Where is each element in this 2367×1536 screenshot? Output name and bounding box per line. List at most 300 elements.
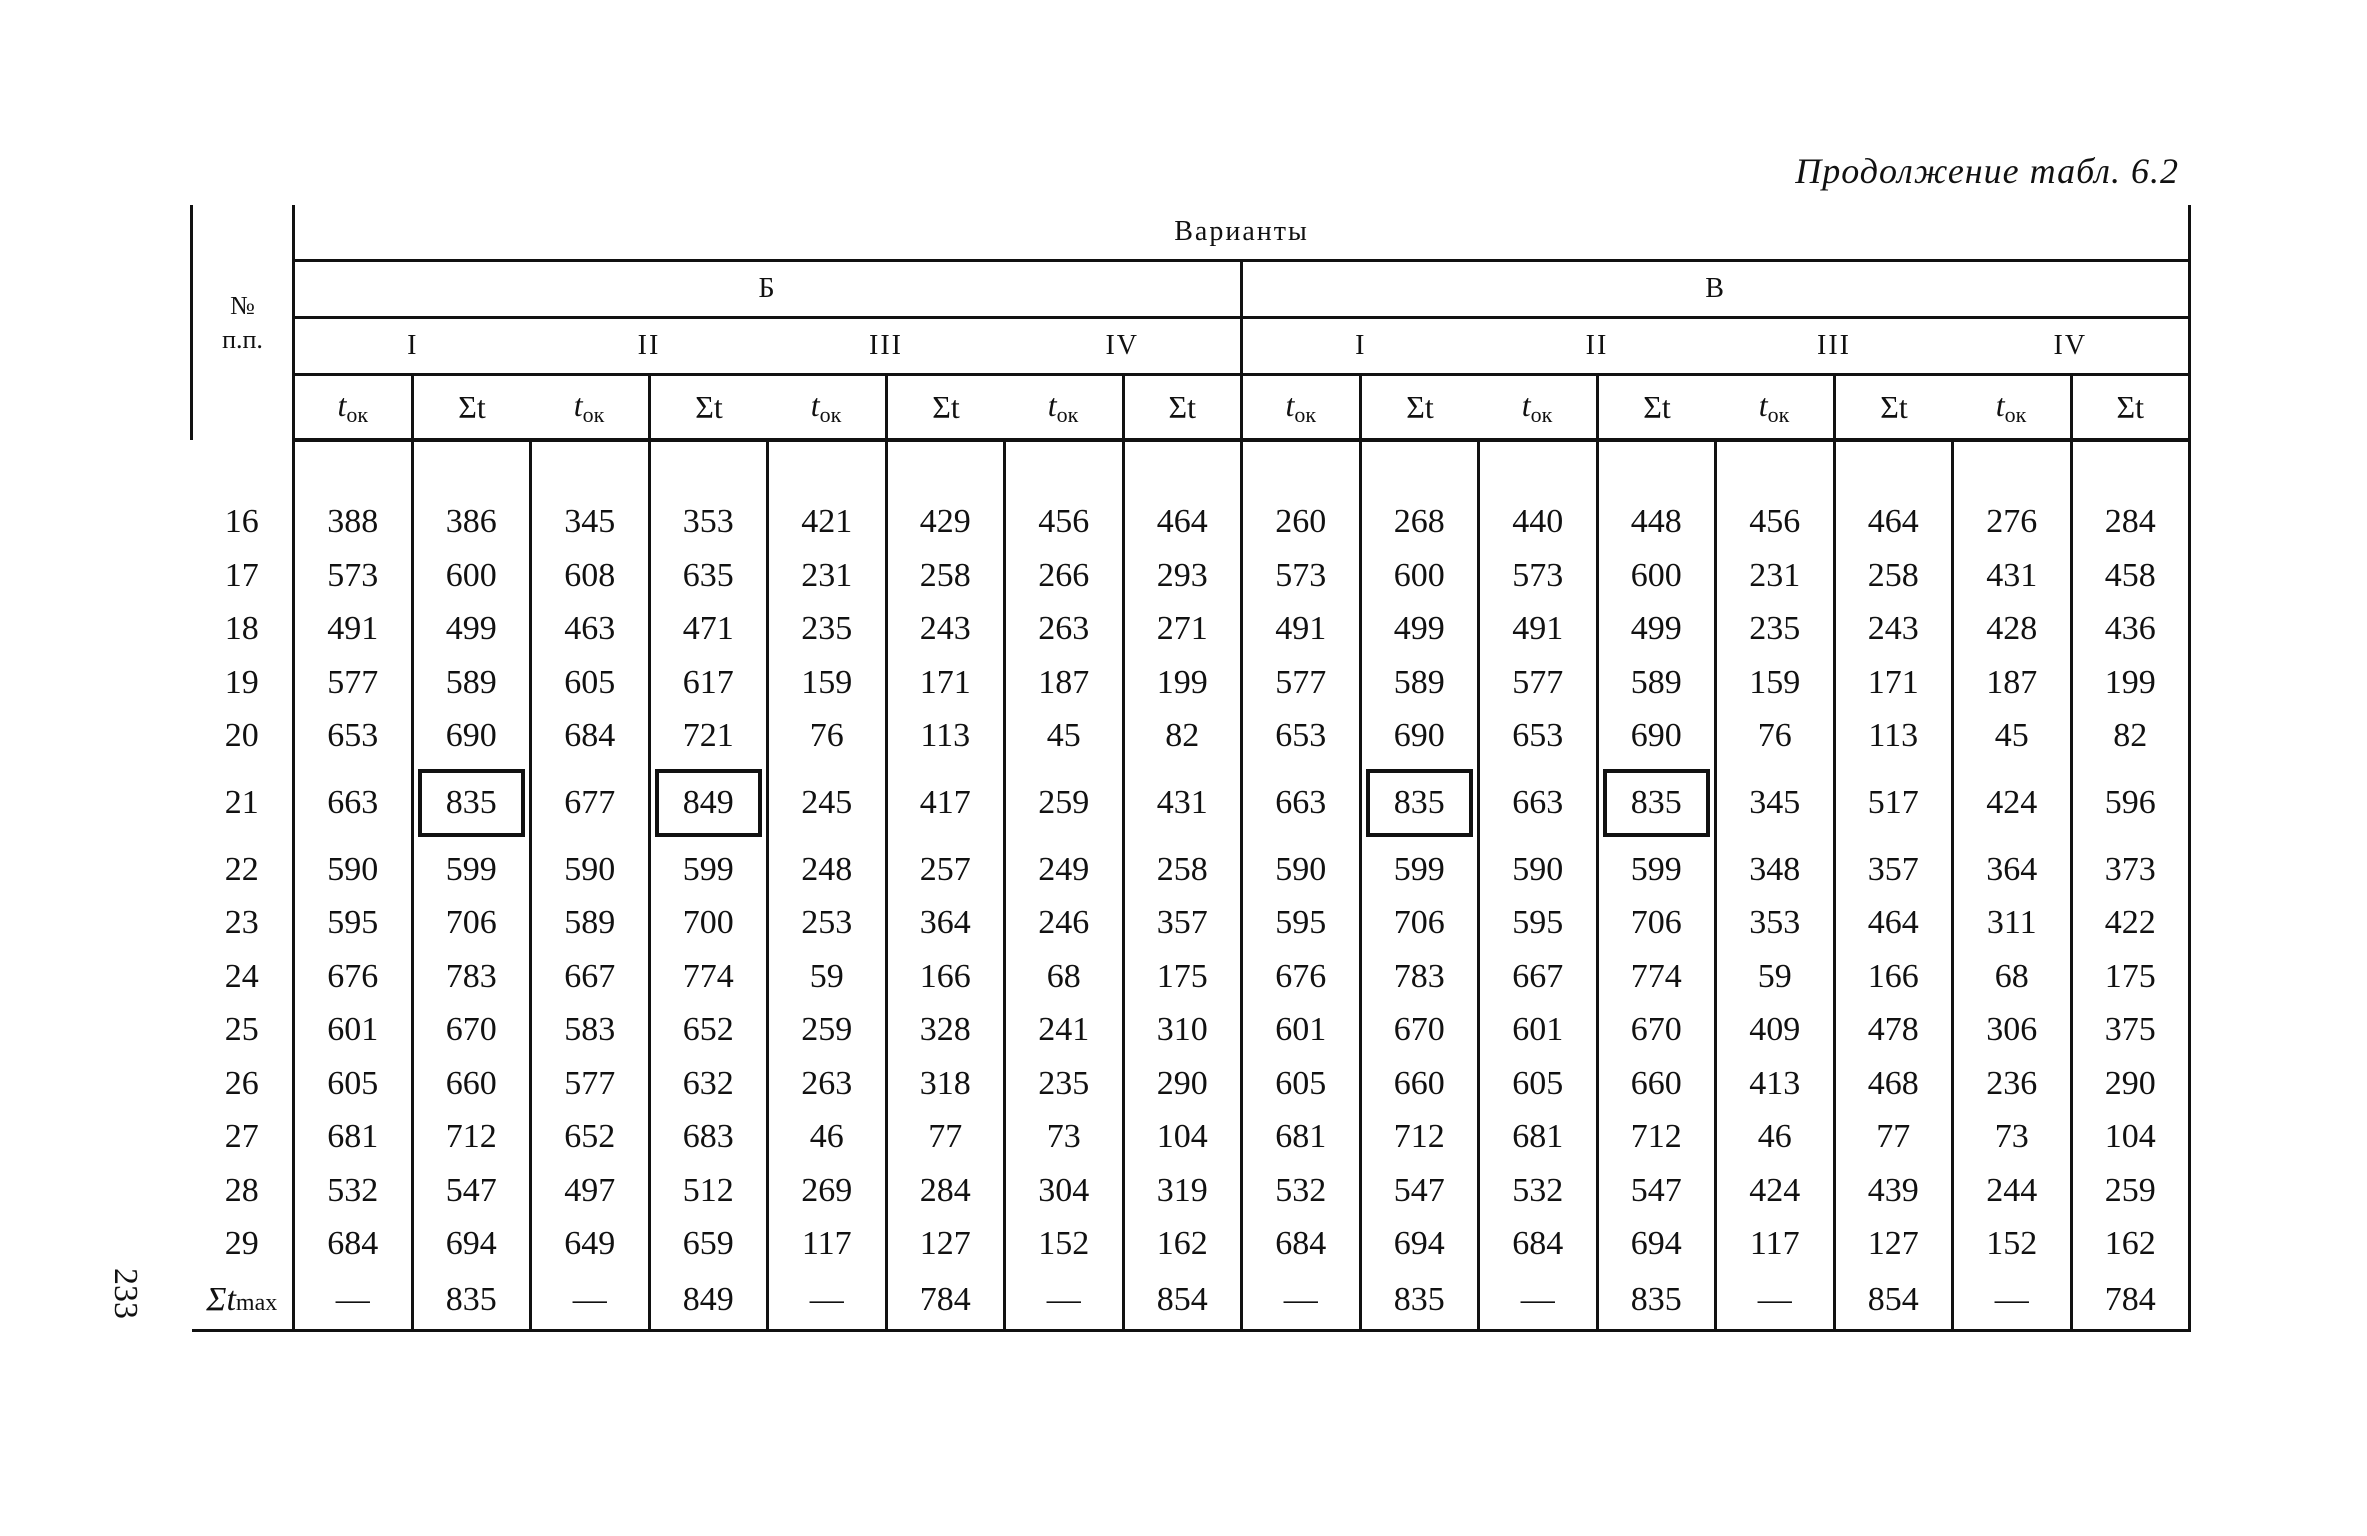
table-cell: 677 bbox=[531, 763, 650, 843]
table-cell: 319 bbox=[1123, 1164, 1242, 1218]
table-cell: 599 bbox=[412, 843, 531, 897]
table-cell: 269 bbox=[768, 1164, 887, 1218]
table-cell: 429 bbox=[886, 496, 1005, 550]
sum-max-row bbox=[192, 1271, 2190, 1331]
table-cell: 284 bbox=[2071, 496, 2190, 550]
variant-header-v-1: I bbox=[1242, 318, 1479, 375]
col-header-t-symbol: t bbox=[1995, 386, 2005, 423]
table-cell: 660 bbox=[1360, 1057, 1479, 1111]
table-cell: 596 bbox=[2071, 763, 2190, 843]
table-cell: 353 bbox=[1716, 897, 1835, 951]
table-cell: 353 bbox=[649, 496, 768, 550]
table-cell: 306 bbox=[1953, 1004, 2072, 1058]
table-cell: 77 bbox=[1834, 1111, 1953, 1165]
table-cell: 422 bbox=[2071, 897, 2190, 951]
table-cell: 590 bbox=[294, 843, 413, 897]
table-cell: 694 bbox=[1597, 1218, 1716, 1272]
table-cell: 463 bbox=[531, 603, 650, 657]
table-cell: 706 bbox=[1597, 897, 1716, 951]
group-header-b: Б bbox=[294, 261, 1242, 318]
table-cell: 253 bbox=[768, 897, 887, 951]
variant-header-b-4: IV bbox=[1005, 318, 1242, 375]
table-cell: 245 bbox=[768, 763, 887, 843]
table-cell: 849 bbox=[649, 763, 768, 843]
table-cell: 68 bbox=[1005, 950, 1124, 1004]
table-cell: 241 bbox=[1005, 1004, 1124, 1058]
table-row bbox=[192, 656, 2190, 710]
table-row bbox=[192, 897, 2190, 951]
table-cell: 499 bbox=[1597, 603, 1716, 657]
table-cell: 258 bbox=[1834, 549, 1953, 603]
row-number: 29 bbox=[224, 1225, 259, 1263]
table-row bbox=[192, 1218, 2190, 1272]
variant-header-v-2: II bbox=[1479, 318, 1716, 375]
table-cell: 478 bbox=[1834, 1004, 1953, 1058]
table-cell: 364 bbox=[1953, 843, 2072, 897]
header-spacer-row bbox=[192, 440, 2190, 496]
table-cell: 605 bbox=[1242, 1057, 1361, 1111]
table-cell: 328 bbox=[886, 1004, 1005, 1058]
data-table bbox=[190, 205, 2191, 1332]
sum-max-label bbox=[192, 1271, 294, 1331]
table-header bbox=[192, 205, 2190, 440]
table-row bbox=[192, 1057, 2190, 1111]
table-cell: 595 bbox=[1479, 897, 1598, 951]
table-cell: 590 bbox=[1242, 843, 1361, 897]
table-cell: 82 bbox=[2071, 710, 2190, 764]
table-cell: 348 bbox=[1716, 843, 1835, 897]
table-row bbox=[192, 496, 2190, 550]
spacer-cell bbox=[294, 440, 413, 496]
page-number: 233 bbox=[107, 1268, 144, 1319]
sum-max-cell: — bbox=[531, 1271, 650, 1331]
table-cell: 690 bbox=[1360, 710, 1479, 764]
table-cell: 464 bbox=[1834, 496, 1953, 550]
table-cell: 413 bbox=[1716, 1057, 1835, 1111]
spacer-cell bbox=[1716, 440, 1835, 496]
col-header-sum-t bbox=[1834, 375, 1953, 441]
table-cell: 652 bbox=[531, 1111, 650, 1165]
table-cell: 117 bbox=[1716, 1218, 1835, 1272]
col-header-sum-label: Σt bbox=[1643, 388, 1671, 425]
table-cell: 663 bbox=[294, 763, 413, 843]
table-cell: 783 bbox=[1360, 950, 1479, 1004]
table-cell: 266 bbox=[1005, 549, 1124, 603]
table-cell: 260 bbox=[1242, 496, 1361, 550]
row-number: 16 bbox=[224, 503, 259, 541]
table-cell: 659 bbox=[649, 1218, 768, 1272]
table-cell: 573 bbox=[1479, 549, 1598, 603]
table-cell: 601 bbox=[1479, 1004, 1598, 1058]
table-cell: 649 bbox=[531, 1218, 650, 1272]
table-cell: 386 bbox=[412, 496, 531, 550]
table-cell: 589 bbox=[531, 897, 650, 951]
col-header-t-symbol: t bbox=[1047, 386, 1057, 423]
table-cell: 235 bbox=[1716, 603, 1835, 657]
table-body bbox=[192, 440, 2190, 1331]
sum-max-cell: — bbox=[768, 1271, 887, 1331]
sum-max-cell: 784 bbox=[886, 1271, 1005, 1331]
table-cell: 684 bbox=[531, 710, 650, 764]
row-number-header-label: № п.п. bbox=[222, 290, 263, 354]
table-cell: 458 bbox=[2071, 549, 2190, 603]
table-cell: 235 bbox=[1005, 1057, 1124, 1111]
group-header-v: В bbox=[1242, 261, 2190, 318]
table-cell: 113 bbox=[886, 710, 1005, 764]
row-number: 23 bbox=[224, 904, 259, 942]
table-cell: 440 bbox=[1479, 496, 1598, 550]
table-cell: 690 bbox=[412, 710, 531, 764]
sum-max-cell: — bbox=[1242, 1271, 1361, 1331]
col-header-t-subscript: ок bbox=[2004, 401, 2027, 427]
table-cell: 171 bbox=[886, 656, 1005, 710]
table-cell: 601 bbox=[1242, 1004, 1361, 1058]
table-cell: 589 bbox=[412, 656, 531, 710]
table-cell: 835 bbox=[1597, 763, 1716, 843]
table-cell: 667 bbox=[1479, 950, 1598, 1004]
table-cell: 290 bbox=[2071, 1057, 2190, 1111]
row-number: 19 bbox=[224, 663, 259, 701]
table-cell: 249 bbox=[1005, 843, 1124, 897]
table-cell: 431 bbox=[1123, 763, 1242, 843]
variant-header-v-3: III bbox=[1716, 318, 1953, 375]
table-cell: 660 bbox=[1597, 1057, 1716, 1111]
sum-max-cell: — bbox=[294, 1271, 413, 1331]
sum-max-cell: 835 bbox=[412, 1271, 531, 1331]
table-row bbox=[192, 549, 2190, 603]
table-cell: 175 bbox=[2071, 950, 2190, 1004]
table-cell: 175 bbox=[1123, 950, 1242, 1004]
table-cell: 577 bbox=[1479, 656, 1598, 710]
table-cell: 595 bbox=[294, 897, 413, 951]
table-row bbox=[192, 950, 2190, 1004]
col-header-t-symbol: t bbox=[573, 386, 583, 423]
table-caption: Продолжение табл. 6.2 bbox=[1795, 151, 2179, 191]
table-cell: 774 bbox=[649, 950, 768, 1004]
table-cell: 499 bbox=[1360, 603, 1479, 657]
col-header-sum-label: Σt bbox=[458, 388, 486, 425]
sum-max-cell: — bbox=[1005, 1271, 1124, 1331]
table-cell: 45 bbox=[1953, 710, 2072, 764]
row-number: 20 bbox=[224, 717, 259, 755]
col-header-t-ok bbox=[1479, 375, 1598, 441]
table-cell: 601 bbox=[294, 1004, 413, 1058]
table-cell: 248 bbox=[768, 843, 887, 897]
table-cell: 152 bbox=[1953, 1218, 2072, 1272]
table-cell: 663 bbox=[1242, 763, 1361, 843]
col-header-t-ok bbox=[1005, 375, 1124, 441]
sum-max-cell: — bbox=[1716, 1271, 1835, 1331]
table-cell: 577 bbox=[294, 656, 413, 710]
table-cell: 162 bbox=[2071, 1218, 2190, 1272]
col-header-t-subscript: ок bbox=[1530, 401, 1553, 427]
variant-header-b-2: II bbox=[531, 318, 768, 375]
table-cell: 532 bbox=[1242, 1164, 1361, 1218]
table-cell: 436 bbox=[2071, 603, 2190, 657]
table-cell: 76 bbox=[1716, 710, 1835, 764]
table-cell: 448 bbox=[1597, 496, 1716, 550]
table-cell: 431 bbox=[1953, 549, 2072, 603]
table-cell: 428 bbox=[1953, 603, 2072, 657]
table-cell: 573 bbox=[1242, 549, 1361, 603]
table-cell: 491 bbox=[1479, 603, 1598, 657]
spacer-cell bbox=[1005, 440, 1124, 496]
table-cell: 547 bbox=[1360, 1164, 1479, 1218]
table-cell: 276 bbox=[1953, 496, 2072, 550]
table-cell: 243 bbox=[1834, 603, 1953, 657]
table-cell: 187 bbox=[1005, 656, 1124, 710]
row-number: 27 bbox=[224, 1118, 259, 1156]
table-cell: 681 bbox=[1479, 1111, 1598, 1165]
table-cell: 464 bbox=[1123, 496, 1242, 550]
col-header-t-subscript: ок bbox=[1767, 401, 1790, 427]
table-cell: 835 bbox=[1360, 763, 1479, 843]
row-number: 22 bbox=[224, 850, 259, 888]
spacer-cell bbox=[412, 440, 531, 496]
table-cell: 310 bbox=[1123, 1004, 1242, 1058]
table-cell: 653 bbox=[1479, 710, 1598, 764]
table-cell: 424 bbox=[1953, 763, 2072, 843]
col-header-t-symbol: t bbox=[1758, 386, 1768, 423]
table-cell: 589 bbox=[1360, 656, 1479, 710]
table-cell: 676 bbox=[294, 950, 413, 1004]
table-cell: 712 bbox=[1360, 1111, 1479, 1165]
table-cell: 653 bbox=[294, 710, 413, 764]
variants-header: Варианты bbox=[294, 205, 2190, 261]
table-row bbox=[192, 1004, 2190, 1058]
spacer-cell bbox=[1242, 440, 1361, 496]
table-cell: 59 bbox=[1716, 950, 1835, 1004]
table-cell: 258 bbox=[1123, 843, 1242, 897]
table-cell: 599 bbox=[649, 843, 768, 897]
col-header-sum-t bbox=[886, 375, 1005, 441]
table-cell: 162 bbox=[1123, 1218, 1242, 1272]
table-cell: 491 bbox=[294, 603, 413, 657]
spacer-cell bbox=[649, 440, 768, 496]
table-cell: 104 bbox=[2071, 1111, 2190, 1165]
col-header-sum-label: Σt bbox=[1168, 388, 1196, 425]
table-cell: 694 bbox=[1360, 1218, 1479, 1272]
table-cell: 104 bbox=[1123, 1111, 1242, 1165]
table-cell: 421 bbox=[768, 496, 887, 550]
table-cell: 605 bbox=[1479, 1057, 1598, 1111]
table-cell: 694 bbox=[412, 1218, 531, 1272]
table-cell: 547 bbox=[412, 1164, 531, 1218]
table-cell: 244 bbox=[1953, 1164, 2072, 1218]
table-cell: 231 bbox=[1716, 549, 1835, 603]
table-cell: 590 bbox=[1479, 843, 1598, 897]
table-cell: 388 bbox=[294, 496, 413, 550]
sum-max-cell: 849 bbox=[649, 1271, 768, 1331]
spacer-cell bbox=[886, 440, 1005, 496]
col-header-t-ok bbox=[1716, 375, 1835, 441]
variant-header-v-4: IV bbox=[1953, 318, 2190, 375]
table-cell: 652 bbox=[649, 1004, 768, 1058]
spacer-cell bbox=[192, 440, 294, 496]
col-header-sum-t bbox=[2071, 375, 2190, 441]
sum-max-cell: — bbox=[1479, 1271, 1598, 1331]
spacer-cell bbox=[768, 440, 887, 496]
col-header-t-ok bbox=[531, 375, 650, 441]
col-header-sum-label: Σt bbox=[2116, 388, 2145, 425]
table-cell: 311 bbox=[1953, 897, 2072, 951]
table-cell: 68 bbox=[1953, 950, 2072, 1004]
table-cell: 59 bbox=[768, 950, 887, 1004]
table-cell: 375 bbox=[2071, 1004, 2190, 1058]
table-cell: 246 bbox=[1005, 897, 1124, 951]
table-cell: 590 bbox=[531, 843, 650, 897]
col-header-t-ok bbox=[294, 375, 413, 441]
col-header-sum-label: Σt bbox=[695, 388, 723, 425]
table-cell: 684 bbox=[1479, 1218, 1598, 1272]
table-cell: 357 bbox=[1123, 897, 1242, 951]
spacer-cell bbox=[1360, 440, 1479, 496]
col-header-sum-t bbox=[1360, 375, 1479, 441]
col-header-t-subscript: ок bbox=[582, 401, 605, 427]
spacer-cell bbox=[2071, 440, 2190, 496]
table-cell: 471 bbox=[649, 603, 768, 657]
table-cell: 712 bbox=[412, 1111, 531, 1165]
col-header-sum-t bbox=[1597, 375, 1716, 441]
table-cell: 236 bbox=[1953, 1057, 2072, 1111]
table-cell: 468 bbox=[1834, 1057, 1953, 1111]
sum-max-cell: 784 bbox=[2071, 1271, 2190, 1331]
table-cell: 456 bbox=[1005, 496, 1124, 550]
table-cell: 617 bbox=[649, 656, 768, 710]
col-header-sum-t bbox=[1123, 375, 1242, 441]
table-row bbox=[192, 603, 2190, 657]
table-row bbox=[192, 1111, 2190, 1165]
row-number: 26 bbox=[224, 1064, 259, 1102]
col-header-sum-label: Σt bbox=[1406, 388, 1434, 425]
table-cell: 318 bbox=[886, 1057, 1005, 1111]
table-cell: 127 bbox=[1834, 1218, 1953, 1272]
table-cell: 577 bbox=[1242, 656, 1361, 710]
col-header-t-symbol: t bbox=[337, 386, 347, 423]
table-cell: 600 bbox=[412, 549, 531, 603]
table-cell: 113 bbox=[1834, 710, 1953, 764]
row-number: 25 bbox=[224, 1011, 259, 1049]
table-cell: 683 bbox=[649, 1111, 768, 1165]
table-cell: 159 bbox=[768, 656, 887, 710]
table-cell: 159 bbox=[1716, 656, 1835, 710]
sum-max-sigma: Σt bbox=[206, 1281, 236, 1318]
table-cell: 676 bbox=[1242, 950, 1361, 1004]
col-header-t-symbol: t bbox=[1285, 386, 1295, 423]
row-number: 21 bbox=[224, 784, 259, 821]
table-cell: 268 bbox=[1360, 496, 1479, 550]
col-header-sum-t bbox=[649, 375, 768, 441]
table-cell: 599 bbox=[1597, 843, 1716, 897]
table-cell: 259 bbox=[768, 1004, 887, 1058]
table-cell: 605 bbox=[531, 656, 650, 710]
sum-max-cell: 835 bbox=[1360, 1271, 1479, 1331]
table-cell: 600 bbox=[1360, 549, 1479, 603]
variant-header-b-1: I bbox=[294, 318, 531, 375]
spacer-cell bbox=[1834, 440, 1953, 496]
table-cell: 681 bbox=[294, 1111, 413, 1165]
spacer-cell bbox=[1953, 440, 2072, 496]
table-cell: 700 bbox=[649, 897, 768, 951]
table-cell: 547 bbox=[1597, 1164, 1716, 1218]
table-cell: 263 bbox=[768, 1057, 887, 1111]
row-number: 28 bbox=[224, 1171, 259, 1209]
table-cell: 608 bbox=[531, 549, 650, 603]
table-cell: 653 bbox=[1242, 710, 1361, 764]
col-header-t-ok bbox=[1953, 375, 2072, 441]
table-cell: 706 bbox=[1360, 897, 1479, 951]
table-cell: 424 bbox=[1716, 1164, 1835, 1218]
table-cell: 690 bbox=[1597, 710, 1716, 764]
table-cell: 635 bbox=[649, 549, 768, 603]
table-cell: 667 bbox=[531, 950, 650, 1004]
table-cell: 73 bbox=[1953, 1111, 2072, 1165]
table-cell: 409 bbox=[1716, 1004, 1835, 1058]
table-cell: 304 bbox=[1005, 1164, 1124, 1218]
table-cell: 774 bbox=[1597, 950, 1716, 1004]
table-cell: 712 bbox=[1597, 1111, 1716, 1165]
row-number: 24 bbox=[224, 957, 259, 995]
table-cell: 783 bbox=[412, 950, 531, 1004]
table-cell: 491 bbox=[1242, 603, 1361, 657]
table-cell: 290 bbox=[1123, 1057, 1242, 1111]
col-header-sum-label: Σt bbox=[932, 388, 960, 425]
col-header-t-ok bbox=[1242, 375, 1361, 441]
table-cell: 589 bbox=[1597, 656, 1716, 710]
table-cell: 259 bbox=[2071, 1164, 2190, 1218]
table-cell: 171 bbox=[1834, 656, 1953, 710]
table-cell: 271 bbox=[1123, 603, 1242, 657]
table-cell: 46 bbox=[768, 1111, 887, 1165]
col-header-t-subscript: ок bbox=[346, 401, 369, 427]
table-cell: 46 bbox=[1716, 1111, 1835, 1165]
table-cell: 660 bbox=[412, 1057, 531, 1111]
table-cell: 517 bbox=[1834, 763, 1953, 843]
spacer-cell bbox=[1597, 440, 1716, 496]
table-cell: 532 bbox=[294, 1164, 413, 1218]
row-number: 17 bbox=[224, 556, 259, 594]
table-cell: 284 bbox=[886, 1164, 1005, 1218]
table-cell: 417 bbox=[886, 763, 1005, 843]
table-cell: 670 bbox=[1360, 1004, 1479, 1058]
col-header-t-subscript: ок bbox=[1056, 401, 1079, 427]
col-header-t-subscript: ок bbox=[1294, 401, 1317, 427]
table-cell: 258 bbox=[886, 549, 1005, 603]
table-cell: 670 bbox=[412, 1004, 531, 1058]
table-cell: 259 bbox=[1005, 763, 1124, 843]
table-cell: 257 bbox=[886, 843, 1005, 897]
table-cell: 681 bbox=[1242, 1111, 1361, 1165]
table-cell: 345 bbox=[531, 496, 650, 550]
table-cell: 512 bbox=[649, 1164, 768, 1218]
table-cell: 577 bbox=[531, 1057, 650, 1111]
row-number-header bbox=[192, 205, 294, 440]
table-cell: 595 bbox=[1242, 897, 1361, 951]
sum-max-subscript: max bbox=[235, 1290, 278, 1316]
table-cell: 684 bbox=[1242, 1218, 1361, 1272]
table-cell: 456 bbox=[1716, 496, 1835, 550]
col-header-t-symbol: t bbox=[810, 386, 820, 423]
table-row bbox=[192, 763, 2190, 843]
table-cell: 464 bbox=[1834, 897, 1953, 951]
table-cell: 77 bbox=[886, 1111, 1005, 1165]
table-cell: 706 bbox=[412, 897, 531, 951]
table-row bbox=[192, 843, 2190, 897]
table-cell: 117 bbox=[768, 1218, 887, 1272]
table-cell: 243 bbox=[886, 603, 1005, 657]
table-row bbox=[192, 1164, 2190, 1218]
col-header-t-symbol: t bbox=[1521, 386, 1531, 423]
